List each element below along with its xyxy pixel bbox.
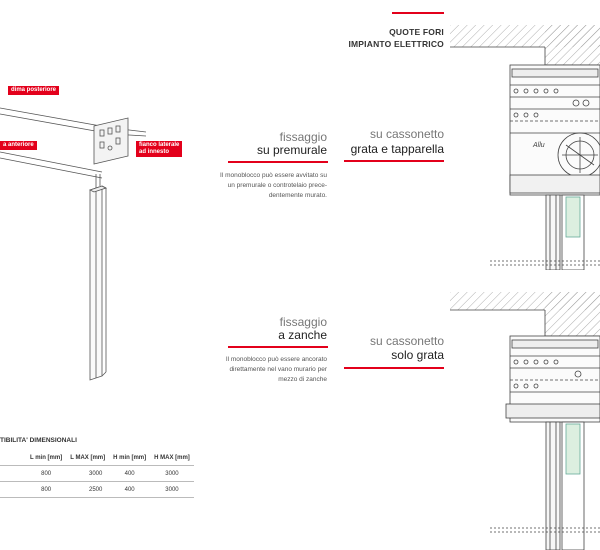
monoblock-frame-diagram <box>0 70 180 390</box>
fissaggio-zanche-light: fissaggio <box>279 315 327 329</box>
premurale-redline <box>228 161 328 163</box>
cassonetto-solo-grata-drawing <box>450 292 600 550</box>
zanche-desc-line: mezzo di zanche <box>278 376 327 383</box>
table-cell <box>0 482 26 498</box>
table-row <box>0 466 194 482</box>
fissaggio-zanche-bold: a zanche <box>278 328 327 342</box>
premurale-desc-line: Il monoblocco può essere avvitato su <box>220 172 327 179</box>
svg-text:Allu: Allu <box>533 142 545 149</box>
table-cell: 400 <box>109 466 150 482</box>
cassonetto-grata-tapparella-bold: grata e tapparella <box>350 142 444 156</box>
table-cell: 3000 <box>150 466 194 482</box>
premurale-desc-line: un premurale o controtelaio prece- <box>227 182 327 189</box>
label-fianco-laterale-line2: ad innesto <box>139 149 170 155</box>
solo-grata-redline <box>344 367 444 369</box>
zanche-desc-line: direttamente nel vano murario per <box>229 366 327 373</box>
dimension-table <box>0 451 194 498</box>
table-header-cell: L min [mm] <box>26 451 66 466</box>
fissaggio-premurale-light: fissaggio <box>279 130 327 144</box>
label-dima-anteriore: a anteriore <box>0 141 37 150</box>
table-cell: 3000 <box>150 482 194 498</box>
quote-fori-line1: QUOTE FORI <box>389 27 444 37</box>
zanche-redline <box>228 346 328 348</box>
premurale-description <box>197 171 327 201</box>
table-header-cell: H MAX [mm] <box>150 451 194 466</box>
label-fianco-laterale-line1: fianco laterale <box>139 142 180 148</box>
table-header-row <box>0 451 194 466</box>
cassonetto-grata-tapparella-light: su cassonetto <box>369 127 444 141</box>
table-cell: 3000 <box>66 466 109 482</box>
cassonetto-solo-grata-light: su cassonetto <box>369 334 444 348</box>
premurale-desc-line: dentemente murato. <box>268 192 327 199</box>
zanche-description <box>197 355 327 385</box>
quote-fori-line2: IMPIANTO ELETTRICO <box>348 39 444 49</box>
quote-fori-title <box>348 26 444 50</box>
fissaggio-premurale-bold: su premurale <box>256 143 327 157</box>
table-header-cell: H min [mm] <box>109 451 150 466</box>
table-header-cell: L MAX [mm] <box>66 451 109 466</box>
grata-tapparella-redline <box>344 160 444 162</box>
table-header-cell <box>0 451 26 466</box>
quote-redline <box>392 12 444 14</box>
table-cell: 800 <box>26 482 66 498</box>
table-cell <box>0 466 26 482</box>
table-title: TIBILITA' DIMENSIONALI <box>0 437 77 444</box>
table-row <box>0 482 194 498</box>
table-cell: 2500 <box>66 482 109 498</box>
table-cell: 400 <box>109 482 150 498</box>
label-fianco-laterale <box>136 141 182 157</box>
cassonetto-grata-tapparella-drawing <box>450 25 600 270</box>
table-cell: 800 <box>26 466 66 482</box>
zanche-desc-line: Il monoblocco può essere ancorato <box>225 356 327 363</box>
label-dima-posteriore: dima posteriore <box>8 86 59 95</box>
cassonetto-solo-grata-bold: solo grata <box>391 348 444 362</box>
